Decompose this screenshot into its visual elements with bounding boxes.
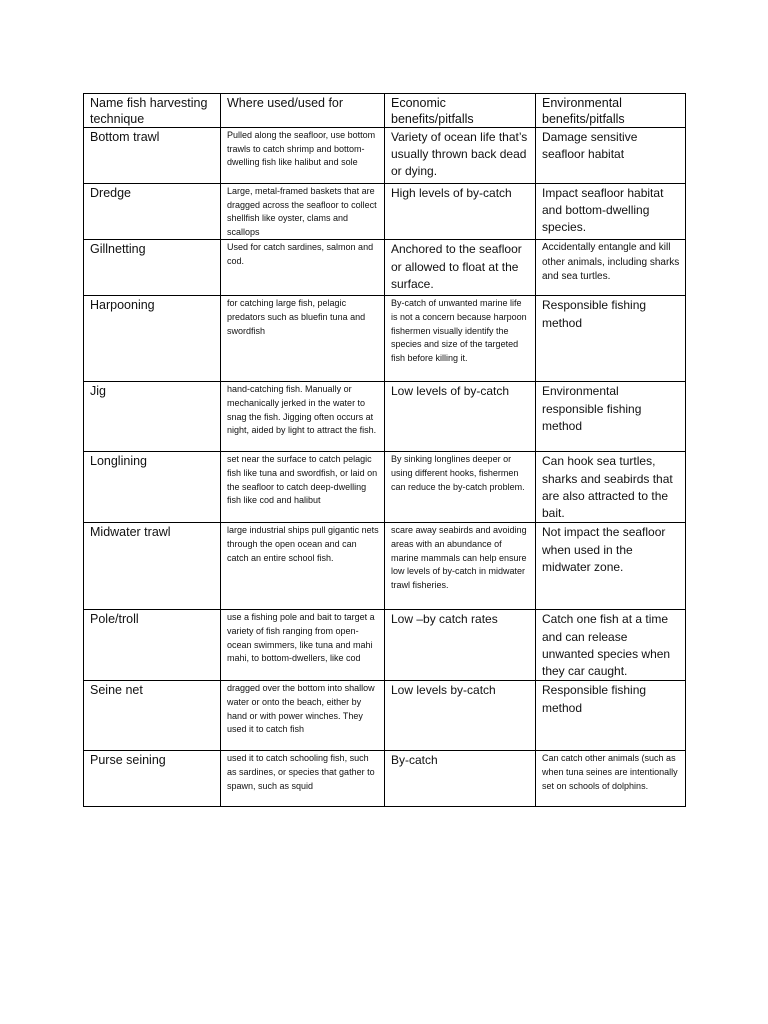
- where-used-cell: Used for catch sardines, salmon and cod.: [221, 240, 385, 296]
- table-row: [84, 610, 686, 681]
- where-used-cell: dragged over the bottom into shallow water or onto the beach, either by hand or with power winches. They used it to catch fish: [221, 681, 385, 751]
- technique-name: Pole/troll: [84, 610, 221, 681]
- economic-cell: Low levels by-catch: [385, 681, 536, 751]
- where-used-cell: set near the surface to catch pelagic fish like tuna and swordfish, or laid on the seafloor to catch deep-dwelling fish like cod and halibut: [221, 452, 385, 523]
- economic-cell: By sinking longlines deeper or using different hooks, fishermen can reduce the by-catch problem.: [385, 452, 536, 523]
- table-row: [84, 240, 686, 296]
- header-technique: Name fish harvesting technique: [84, 94, 221, 128]
- technique-name: Longlining: [84, 452, 221, 523]
- where-used-cell: large industrial ships pull gigantic nets through the open ocean and can catch an entire school fish.: [221, 523, 385, 610]
- environmental-cell: Can hook sea turtles, sharks and seabirds that are also attracted to the bait.: [536, 452, 686, 523]
- where-used-cell: Pulled along the seafloor, use bottom trawls to catch shrimp and bottom-dwelling fish like halibut and sole: [221, 128, 385, 184]
- where-used-cell: hand-catching fish. Manually or mechanically jerked in the water to snag the fish. Jigging often occurs at night, aided by light to attract the fish.: [221, 382, 385, 452]
- environmental-cell: Accidentally entangle and kill other animals, including sharks and sea turtles.: [536, 240, 686, 296]
- economic-cell: By-catch of unwanted marine life is not a concern because harpoon fishermen visually identify the species and size of the targeted fish before killing it.: [385, 296, 536, 382]
- environmental-cell: Catch one fish at a time and can release unwanted species when they car caught.: [536, 610, 686, 681]
- technique-name: Harpooning: [84, 296, 221, 382]
- table-row: [84, 128, 686, 184]
- table-row: [84, 382, 686, 452]
- technique-name: Purse seining: [84, 751, 221, 807]
- environmental-cell: Not impact the seafloor when used in the midwater zone.: [536, 523, 686, 610]
- table-row: [84, 452, 686, 523]
- environmental-cell: Environmental responsible fishing method: [536, 382, 686, 452]
- where-used-cell: for catching large fish, pelagic predators such as bluefin tuna and swordfish: [221, 296, 385, 382]
- document-page: [83, 93, 685, 807]
- technique-name: Dredge: [84, 184, 221, 240]
- where-used-cell: Large, metal-framed baskets that are dragged across the seafloor to collect shellfish like oyster, clams and scallops: [221, 184, 385, 240]
- table-row: [84, 681, 686, 751]
- header-where-used: Where used/used for: [221, 94, 385, 128]
- economic-cell: scare away seabirds and avoiding areas with an abundance of marine mammals can help ensure low levels of by-catch in midwater trawl fisheries.: [385, 523, 536, 610]
- table-header-row: [84, 94, 686, 128]
- economic-cell: By-catch: [385, 751, 536, 807]
- where-used-cell: use a fishing pole and bait to target a variety of fish ranging from open-ocean swimmers, like tuna and mahi mahi, to bottom-dwellers, like cod: [221, 610, 385, 681]
- economic-cell: High levels of by-catch: [385, 184, 536, 240]
- table-row: [84, 184, 686, 240]
- table-row: [84, 523, 686, 610]
- technique-name: Midwater trawl: [84, 523, 221, 610]
- economic-cell: Variety of ocean life that’s usually thrown back dead or dying.: [385, 128, 536, 184]
- header-environmental: Environmental benefits/pitfalls: [536, 94, 686, 128]
- environmental-cell: Impact seafloor habitat and bottom-dwelling species.: [536, 184, 686, 240]
- economic-cell: Anchored to the seafloor or allowed to float at the surface.: [385, 240, 536, 296]
- header-economic: Economic benefits/pitfalls: [385, 94, 536, 128]
- economic-cell: Low –by catch rates: [385, 610, 536, 681]
- environmental-cell: Damage sensitive seafloor habitat: [536, 128, 686, 184]
- environmental-cell: Responsible fishing method: [536, 681, 686, 751]
- environmental-cell: Responsible fishing method: [536, 296, 686, 382]
- technique-name: Seine net: [84, 681, 221, 751]
- environmental-cell: Can catch other animals (such as when tuna seines are intentionally set on schools of dolphins.: [536, 751, 686, 807]
- technique-name: Bottom trawl: [84, 128, 221, 184]
- technique-name: Jig: [84, 382, 221, 452]
- table-row: [84, 751, 686, 807]
- table-row: [84, 296, 686, 382]
- technique-name: Gillnetting: [84, 240, 221, 296]
- where-used-cell: used it to catch schooling fish, such as sardines, or species that gather to spawn, such as squid: [221, 751, 385, 807]
- economic-cell: Low levels of by-catch: [385, 382, 536, 452]
- fish-harvesting-table: [83, 93, 686, 807]
